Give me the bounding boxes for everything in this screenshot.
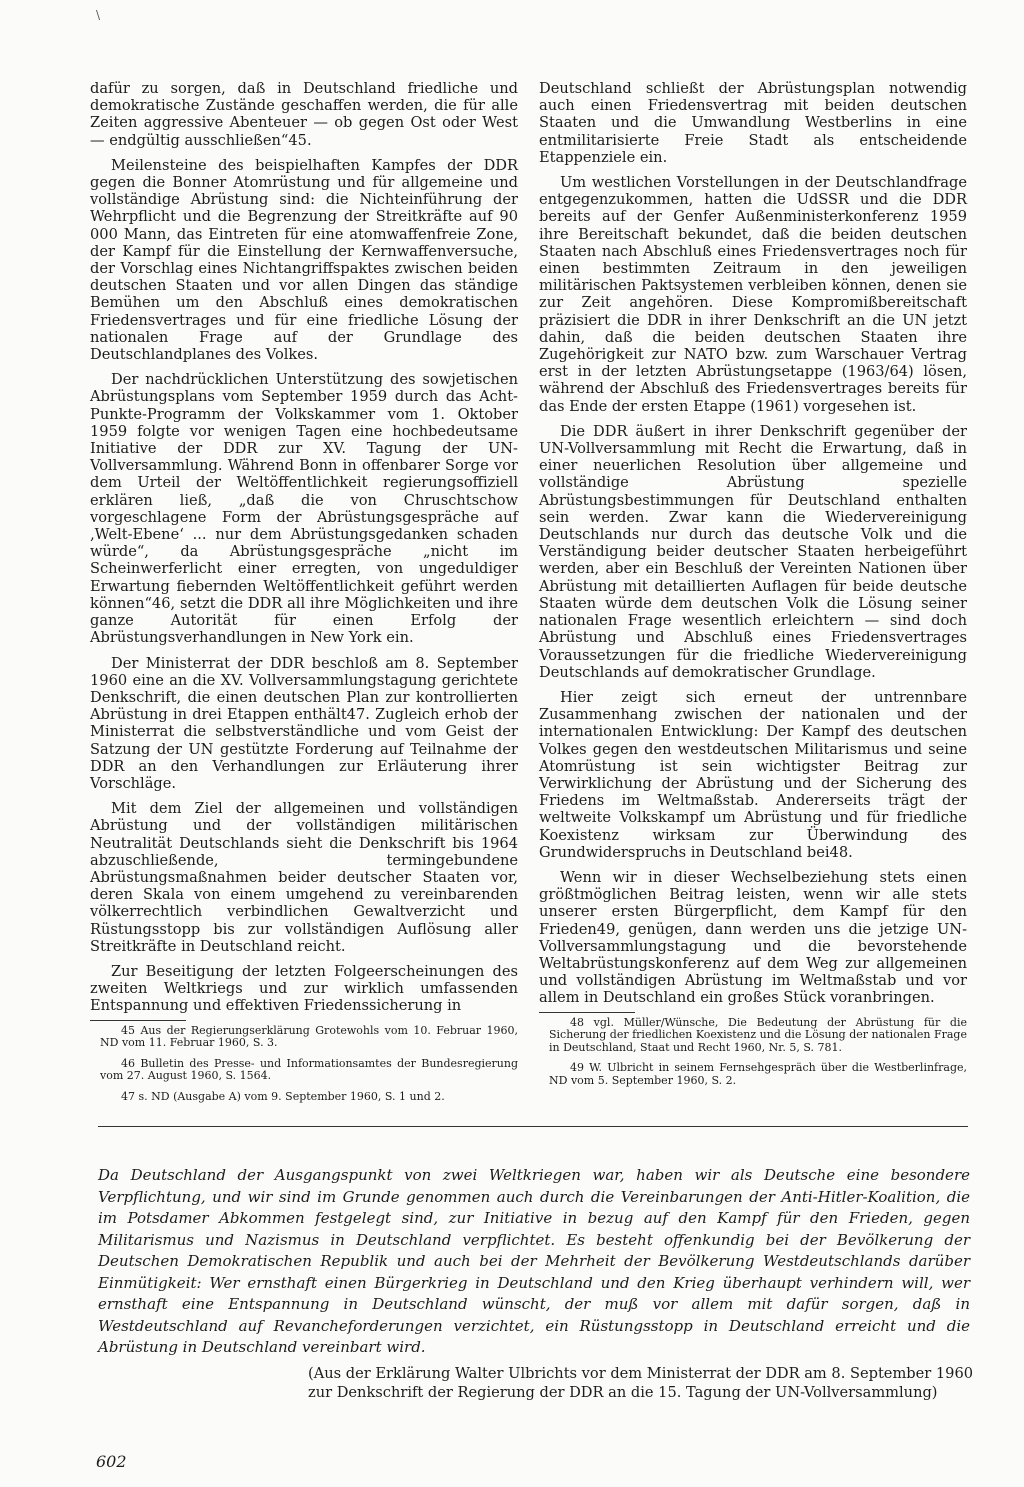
footnote-rule: [90, 1020, 186, 1021]
paragraph: Wenn wir in dieser Wechselbeziehung stets einen größtmöglichen Beitrag leisten, wenn wir alle stets unserer ersten Bürgerpflicht, dem Kampf für den Frieden49, genügen, dann werden uns die jetzige UN-Vollversammlungstagung und die bevorstehende Weltabrüstungskonferenz auf dem Weg zur allgemeinen und vollständigen Abrüstung im Weltmaßstab und vor allem in Deutschland ein großes Stück voranbringen.: [539, 868, 967, 1007]
footnote: 47 s. ND (Ausgabe A) vom 9. September 1960, S. 1 und 2.: [121, 1089, 445, 1103]
left-column: [90, 80, 518, 1112]
paragraph: Meilensteine des beispielhaften Kampfes der DDR gegen die Bonner Atomrüstung und für allgemeine und vollständige Abrüstung sind: die Nichteinführung der Wehrpflicht und die Begrenzung der Streitkräfte auf 90 000 Mann, das Eintreten für eine atomwaffenfreie Zone, der Kampf für die Einstellung der Kernwaffenversuche, der Vorschlag eines Nichtangriffspaktes zwischen beiden deutschen Staaten und vor allen Dingen das ständige Bemühen um den Abschluß eines demokratischen Friedensvertrages und für eine friedliche Lösung der nationalen Frage auf der Grundlage des Deutschlandplanes des Volkes.: [90, 156, 518, 364]
page-corner-mark: \: [96, 8, 101, 22]
paragraph: Der nachdrücklichen Unterstützung des sowjetischen Abrüstungsplans vom September 1959 durch das Acht-Punkte-Programm der Volkskammer vom 1. Oktober 1959 folgte vor wenigen Tagen eine hochbedeutsame Initiative der DDR zur XV. Tagung der UN-Vollversammlung. Während Bonn in offenbarer Sorge vor dem Urteil der Weltöffentlichkeit regierungsoffiziell erklären ließ, „daß die von Chruschtschow vorgeschlagene Form der Abrüstungsgespräche auf ‚Welt-Ebene‘ ... nur dem Abrüstungsgedanken schaden würde“, da Abrüstungsgespräche „nicht im Scheinwerferlicht einer erregten, von ungeduldiger Erwartung fiebernden Weltöffentlichkeit geführt werden können“46, setzt die DDR all ihre Möglichkeiten und ihre ganze Autorität für einen Erfolg der Abrüstungsverhandlungen in New York ein.: [90, 371, 518, 647]
section-divider: [98, 1126, 968, 1127]
quote-source: [308, 1364, 976, 1402]
page-number: 602: [96, 1452, 127, 1471]
footnote: 45 Aus der Regierungserklärung Grotewohls vom 10. Februar 1960, ND vom 11. Februar 1960, S. 3.: [100, 1023, 518, 1050]
paragraph: Mit dem Ziel der allgemeinen und vollständigen Abrüstung und der vollständigen militärischen Neutralität Deutschlands sieht die Denkschrift bis 1964 abzuschließende, termingebundene Abrüstungsmaßnahmen beider deutscher Staaten vor, deren Skala von einem umgehend zu vereinbarenden völkerrechtlich verbindlichen Gewaltverzicht und Rüstungsstopp bis zur vollständigen Auflösung aller Streitkräfte in Deutschland reicht.: [90, 800, 518, 955]
footnote: 48 vgl. Müller/Wünsche, Die Bedeutung der Abrüstung für die Sicherung der friedlichen Koexistenz und die Lösung der nationalen Frage in Deutschland, Staat und Recht 1960, Nr. 5, S. 781.: [549, 1015, 967, 1054]
footnote: 46 Bulletin des Presse- und Informationsamtes der Bundesregierung vom 27. August 1960, S. 1564.: [100, 1056, 518, 1083]
right-column: [539, 80, 967, 1096]
paragraph: Der Ministerrat der DDR beschloß am 8. September 1960 eine an die XV. Vollversammlungstagung gerichtete Denkschrift, die einen deutschen Plan zur kontrollierten Abrüstung in drei Etappen enthält47. Zugleich erhob der Ministerrat die selbstverständliche und vom Geist der Satzung der UN gestützte Forderung auf Teilnahme der DDR an den Verhandlungen zur Erläuterung ihrer Vorschläge.: [90, 654, 518, 792]
quote-block: Da Deutschland der Ausgangspunkt von zwei Weltkriegen war, haben wir als Deutsche eine besondere Verpflichtung, und wir sind im Grunde genommen auch durch die Vereinbarungen der Anti-Hitler-Koalition, die im Potsdamer Abkommen festgelegt sind, zur Initiative in bezug auf den Kampf für den Frieden, gegen Militarismus und Nazismus in Deutschland verpflichtet. Es besteht offenkundig bei der Bevölkerung der Deutschen Demokratischen Republik und auch bei der Mehrheit der Bevölkerung Westdeutschlands darüber Einmütigkeit: Wer ernsthaft einen Bürgerkrieg in Deutschland und den Krieg überhaupt verhindern will, wer ernsthaft eine Entspannung in Deutschland wünscht, der muß vor allem mit dafür sorgen, daß in Westdeutschland auf Revancheforderungen verzichtet, ein Rüstungsstopp in Deutschland erreicht und die Abrüstung in Deutschland vereinbart wird.: [98, 1166, 970, 1356]
paragraph: Zur Beseitigung der letzten Folgeerscheinungen des zweiten Weltkriegs und zur wirklich umfassenden Entspannung und effektiven Friedenssicherung in: [90, 962, 518, 1015]
paragraph: Um westlichen Vorstellungen in der Deutschlandfrage entgegenzukommen, hatten die UdSSR und die DDR bereits auf der Genfer Außenministerkonferenz 1959 ihre Bereitschaft bekundet, daß die beiden deutschen Staaten nach Abschluß eines Friedensvertrages noch für einen bestimmten Zeitraum in den jeweiligen militärischen Paktsystemen verbleiben können, denen sie zur Zeit angehören. Diese Kompromißbereitschaft präzisiert die DDR in ihrer Denkschrift an die UN jetzt dahin, daß die beiden deutschen Staaten ihre Zugehörigkeit zur NATO bzw. zum Warschauer Vertrag erst in der letzten Abrüstungsetappe (1963/64) lösen, während der Abschluß des Friedensvertrages bereits für das Ende der ersten Etappe (1961) vorgesehen ist.: [539, 174, 967, 415]
quote-source-line: zur Denkschrift der Regierung der DDR an die 15. Tagung der UN-Vollversammlung): [308, 1384, 938, 1401]
footnote-rule: [539, 1012, 635, 1013]
paragraph: Die DDR äußert in ihrer Denkschrift gegenüber der UN-Vollversammlung mit Recht die Erwartung, daß in einer neuerlichen Resolution über allgemeine und vollständige Abrüstung spezielle Abrüstungsbestimmungen für Deutschland enthalten sein werden. Zwar kann die Wiedervereinigung Deutschlands nur durch das deutsche Volk und die Verständigung beider deutscher Staaten herbeigeführt werden, aber ein Beschluß der Vereinten Nationen über Abrüstung mit detaillierten Auflagen für beide deutsche Staaten würde dem deutschen Volk die Lösung seiner nationalen Frage wesentlich erleichtern — sind doch Abrüstung und Abschluß eines Friedensvertrages Voraussetzungen für die friedliche Wiedervereinigung Deutschlands auf demokratischer Grundlage.: [539, 422, 967, 681]
paragraph: Hier zeigt sich erneut der untrennbare Zusammenhang zwischen der nationalen und der internationalen Entwicklung: Der Kampf des deutschen Volkes gegen den westdeutschen Militarismus und seine Atomrüstung ist sein wichtigster Beitrag zur Verwirklichung der Abrüstung und der Sicherung des Friedens im Weltmaßstab. Andererseits trägt der weltweite Volkskampf um Abrüstung und für friedliche Koexistenz wirksam zur Überwindung des Grundwiderspruchs in Deutschland bei48.: [539, 688, 967, 861]
paragraph: Deutschland schließt der Abrüstungsplan notwendig auch einen Friedensvertrag mit beiden deutschen Staaten und die Umwandlung Westberlins in eine entmilitarisierte Freie Stadt als entscheidende Etappenziele ein.: [539, 80, 967, 166]
footnote: 49 W. Ulbricht in seinem Fernsehgespräch über die Westberlinfrage, ND vom 5. September 1960, S. 2.: [549, 1061, 967, 1087]
quote-source-line: (Aus der Erklärung Walter Ulbrichts vor dem Ministerrat der DDR am 8. September 1960: [308, 1365, 974, 1382]
paragraph: dafür zu sorgen, daß in Deutschland friedliche und demokratische Zustände geschaffen werden, die für alle Zeiten aggressive Abenteuer — ob gegen Ost oder West — endgültig ausschließen“45.: [90, 80, 518, 149]
